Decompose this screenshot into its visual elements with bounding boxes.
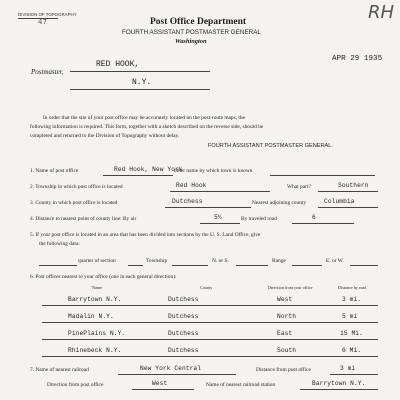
q5-line-2: the following data: xyxy=(39,241,80,247)
q3-value2: Columbia xyxy=(324,198,355,205)
q6-row-name: PinePlains N.Y. xyxy=(68,330,126,337)
q5-ns-line xyxy=(236,265,268,266)
q6-header-distance: Distance by road xyxy=(338,285,367,290)
q5-range-label: Range xyxy=(272,258,286,264)
q7-distance-line xyxy=(330,374,378,375)
q6-row-distance: 3 mi. xyxy=(342,296,362,303)
q2-mid: What part? xyxy=(287,184,311,190)
department-title: Post Office Department xyxy=(150,17,247,27)
q6-row-distance: 6 Mi. xyxy=(342,347,362,354)
date-stamp: APR 29 1935 xyxy=(332,55,383,63)
division-stamp: DIVISION OF TOPOGRAPHY xyxy=(18,12,77,17)
q1-other-line xyxy=(270,175,375,176)
q4-road-line xyxy=(292,223,354,224)
q1-line xyxy=(103,175,173,176)
q6-row-direction: South xyxy=(277,347,297,354)
q2-label: 2. Township in which post office is located xyxy=(30,184,123,190)
address-state-line xyxy=(70,89,210,90)
q2-value: Red Hook xyxy=(176,182,207,189)
q5-quarter-line xyxy=(39,265,77,266)
intro-signature: FOURTH ASSISTANT POSTMASTER GENERAL. xyxy=(208,143,333,149)
postmaster-label: Postmaster, xyxy=(31,68,64,76)
q6-header-name: Name xyxy=(92,285,102,290)
q6-row-county: Dutchess xyxy=(168,347,199,354)
q6-row-county: Dutchess xyxy=(168,330,199,337)
q4-value2: 6 xyxy=(312,214,316,221)
q6-row-distance: 15 Mi. xyxy=(340,330,363,337)
q6-row-name: Barrytown N.Y. xyxy=(68,296,122,303)
q6-header-direction: Direction from your office xyxy=(268,285,313,290)
q7-value4: Barrytown N.Y. xyxy=(312,380,366,387)
intro-line-3: completed and returned to the Division of Topography without delay. xyxy=(30,133,180,139)
address-state: N.Y. xyxy=(132,78,152,87)
q4-mid: By traveled road xyxy=(241,216,277,222)
q6-row-distance: 5 mi xyxy=(342,313,358,320)
q6-header-county: County xyxy=(200,285,213,290)
q6-row-county: Dutchess xyxy=(168,296,199,303)
q1-label: 1. Name of post office xyxy=(30,168,79,174)
q5-ns-label: N. or S. xyxy=(212,258,229,264)
q6-row-name: Madalin N.Y. xyxy=(68,313,114,320)
office-title: FOURTH ASSISTANT POSTMASTER GENERAL xyxy=(122,29,261,36)
q7-mid: Distance from post office xyxy=(256,367,311,373)
q6-row-line xyxy=(42,322,378,323)
q6-row-county: Dutchess xyxy=(168,313,199,320)
q6-row-name: Rhinebeck N.Y. xyxy=(68,347,122,354)
q5-range-line xyxy=(292,265,322,266)
q2-line xyxy=(170,191,270,192)
intro-line-2: following information is required. This form, together with a sketch described on the reverse side, should be xyxy=(30,124,264,130)
q6-row-direction: East xyxy=(277,330,293,337)
q5-township-label: Township xyxy=(146,258,168,264)
q6-row-line xyxy=(42,356,378,357)
q4-value: 5½ xyxy=(214,214,222,221)
q7-value3: West xyxy=(152,380,168,387)
q7-station-label: Name of nearest railroad station xyxy=(206,382,276,388)
q7-direction-label: Direction from post office xyxy=(47,382,104,388)
q6-row-line xyxy=(42,305,378,306)
q5-ew-line xyxy=(350,265,378,266)
q3-label: 3. County in which post office is located xyxy=(30,200,118,206)
q7-label: 7. Name of nearest railroad xyxy=(30,367,89,373)
q5-quarter-label: quarter of section xyxy=(78,258,116,264)
intro-line-1: In order that the site of your post office may be accurately located on the post-route maps, the xyxy=(43,115,245,121)
address-town-line xyxy=(70,71,210,72)
q7-railroad-line xyxy=(118,374,236,375)
q1-suffix: other name by which town is known xyxy=(174,168,253,174)
q3-line xyxy=(165,207,251,208)
q5-ew-label: E. or W. xyxy=(326,258,344,264)
division-stamp-number: 47 xyxy=(38,18,47,26)
q7-station-line xyxy=(300,389,378,390)
q6-row-direction: North xyxy=(277,313,297,320)
q6-title: 6. Post offices nearest to your office (one in each general direction): xyxy=(30,274,177,280)
handwritten-initials: RH xyxy=(368,2,395,23)
q7-direction-line xyxy=(132,389,194,390)
q5-township-line xyxy=(172,265,208,266)
q4-air-line xyxy=(200,223,240,224)
q2-value2: Southern xyxy=(338,182,369,189)
address-town: RED HOOK, xyxy=(96,60,140,69)
q3-mid: Nearest adjoining county xyxy=(252,200,307,206)
q7-value: New York Central xyxy=(140,365,202,372)
q3-adjoining-line xyxy=(318,207,378,208)
q4-label: 4. Distance to nearest point of county line: By air xyxy=(30,216,137,222)
q6-row-direction: West xyxy=(277,296,293,303)
q6-row-line xyxy=(42,339,378,340)
q7-value2: 3 mi xyxy=(340,365,356,372)
city-title: Washington xyxy=(175,38,207,45)
q2-part-line xyxy=(318,191,378,192)
q5-section-line xyxy=(128,265,143,266)
q1-value: Red Hook, New York xyxy=(114,166,183,173)
q5-line-1: 5. If your post office is located in an area that has been divided into sections by the U. S. Land Office, give xyxy=(30,232,261,238)
q3-value: Dutchess xyxy=(172,198,203,205)
